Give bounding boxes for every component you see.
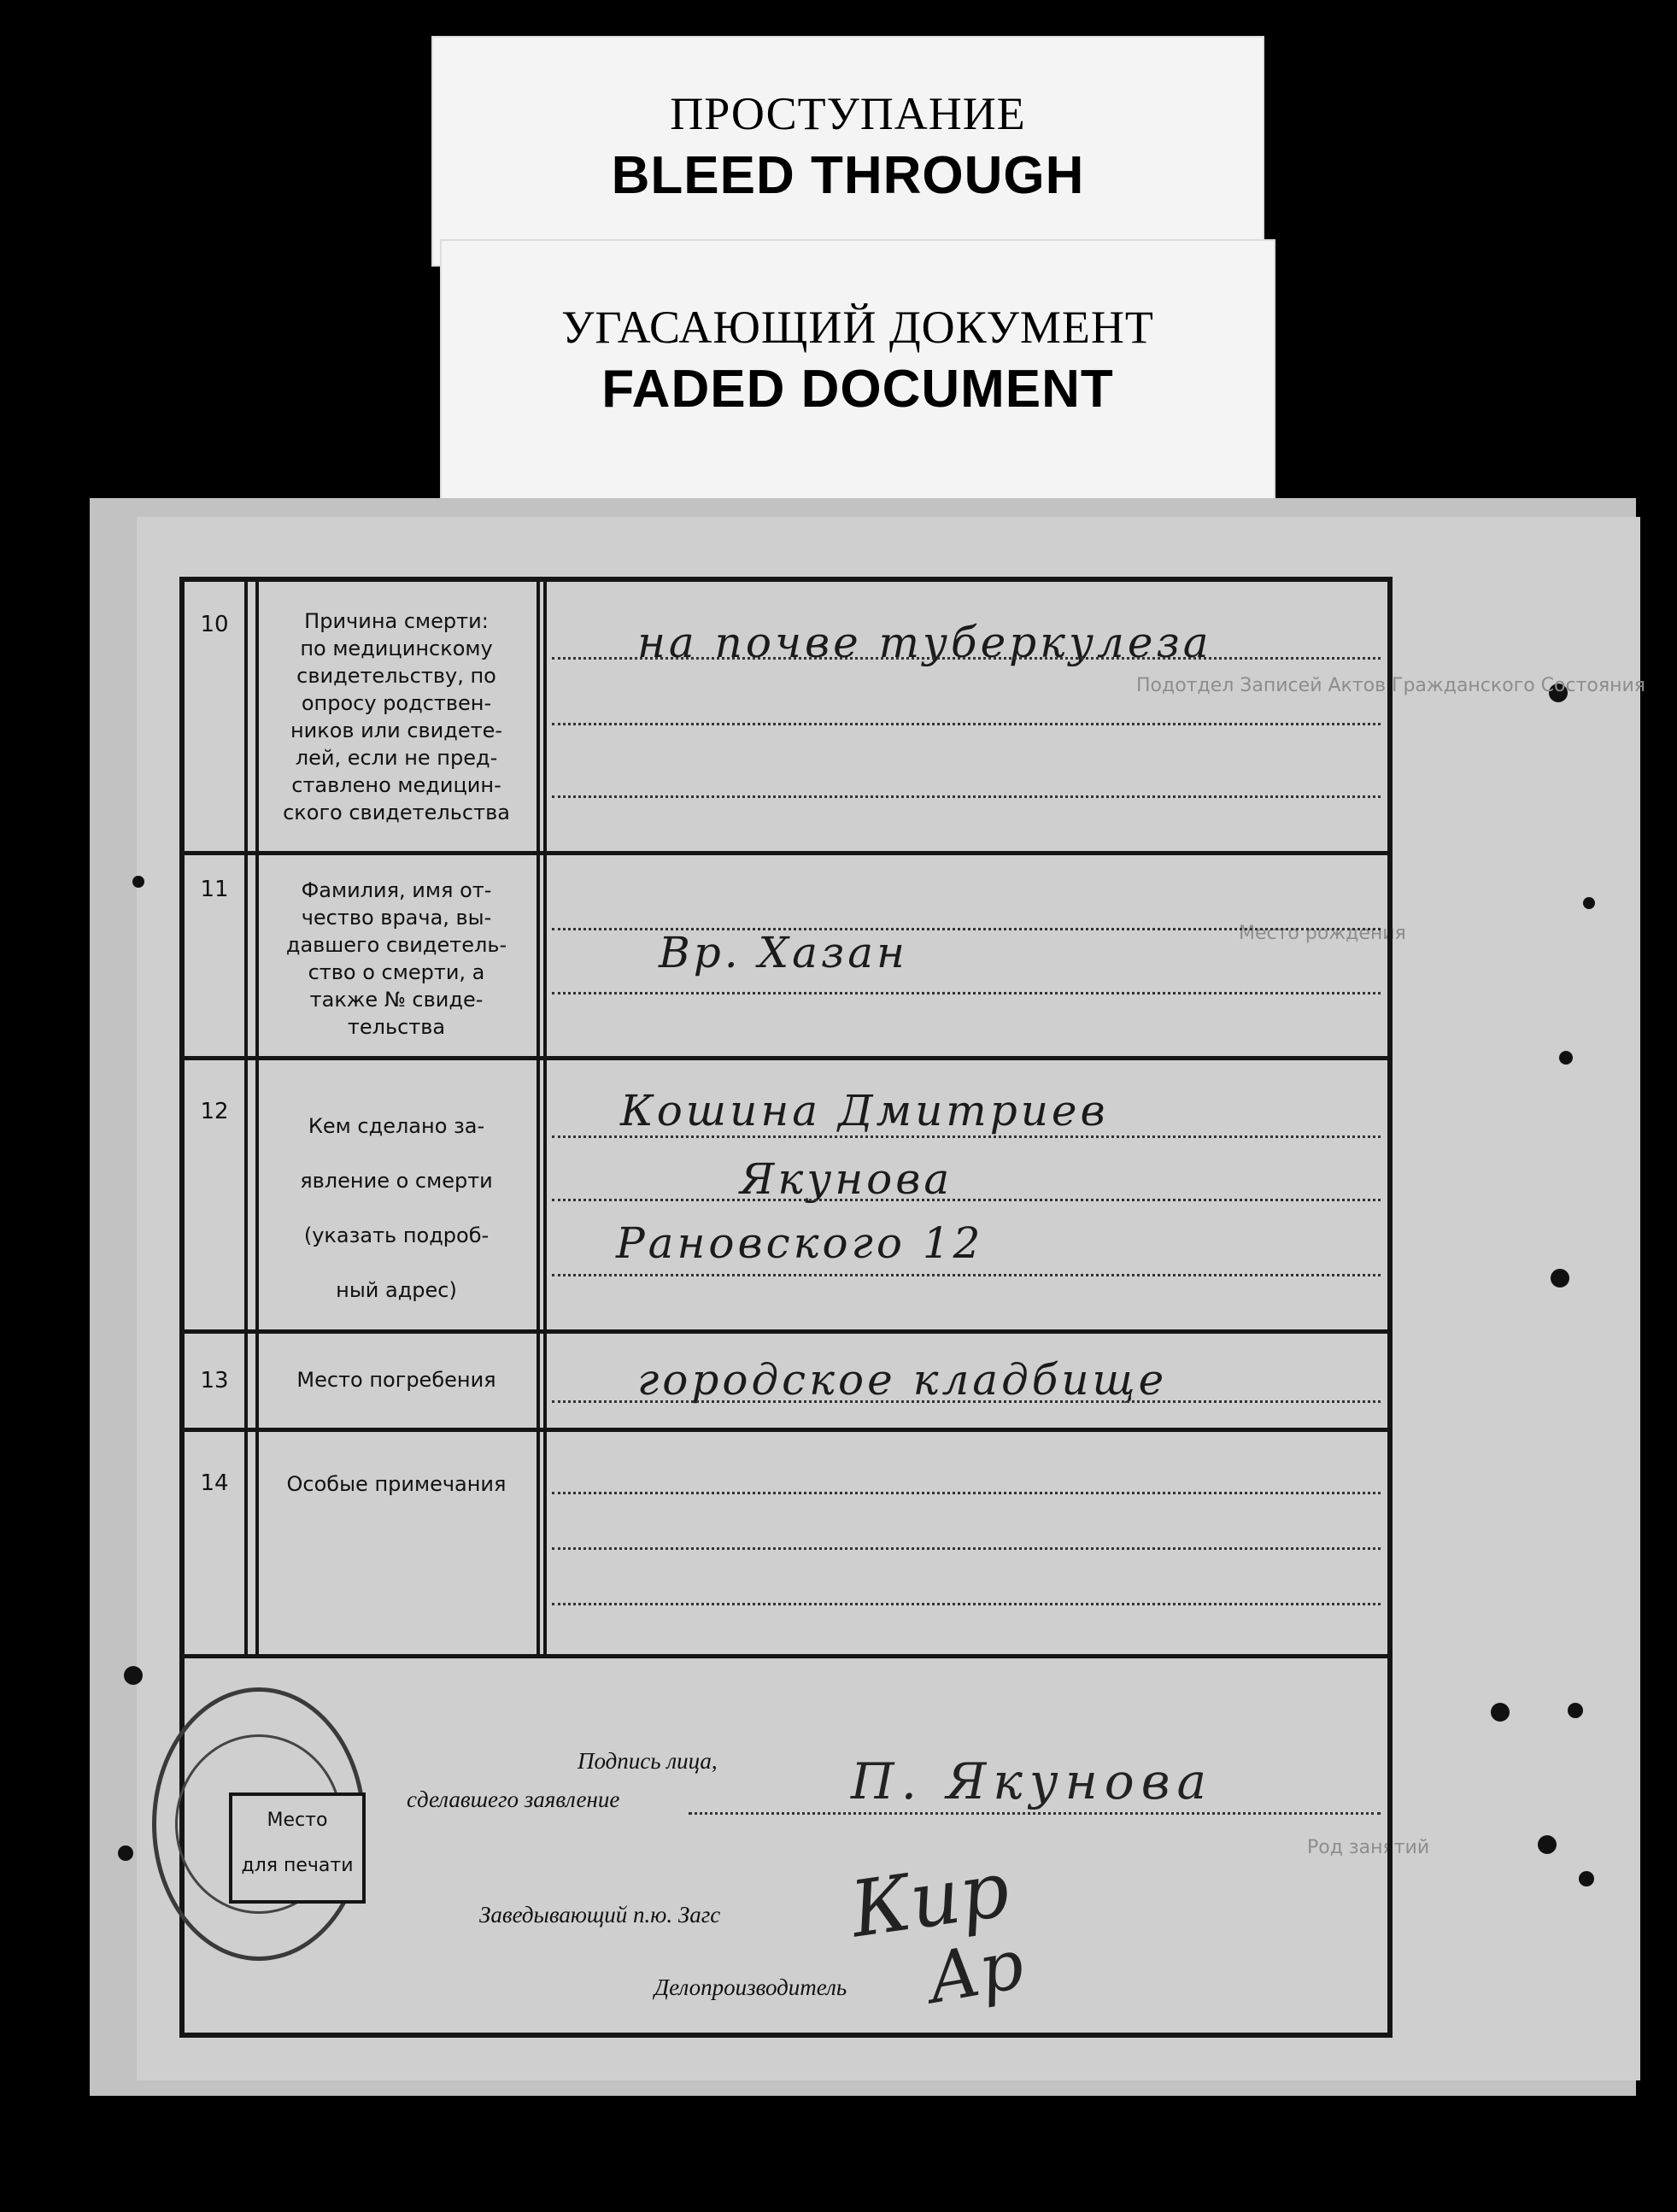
bleed-through-ru: ПРОСТУПАНИЕ xyxy=(670,88,1026,139)
column-divider xyxy=(255,582,259,1654)
bleed-through-ghost-text: Место рождения xyxy=(1239,923,1406,944)
row-number: 12 xyxy=(200,1099,229,1124)
signature-line xyxy=(689,1812,1381,1815)
row-number: 13 xyxy=(200,1368,229,1394)
row-divider xyxy=(185,1654,1387,1658)
row-label: Место погребения xyxy=(296,1368,496,1392)
entry-line xyxy=(552,1547,1381,1550)
seal-placeholder-label-1: Место xyxy=(267,1810,328,1831)
entry-line xyxy=(552,1274,1381,1276)
entry-line xyxy=(552,928,1381,930)
row-number: 11 xyxy=(200,877,229,902)
perforation-hole xyxy=(1559,1051,1573,1065)
registry-head-label: Заведывающий п.ю. Загс xyxy=(479,1902,721,1927)
entry-line xyxy=(552,723,1381,725)
bleed-through-ghost-text: Подотдел Записей Актов Гражданского Состояния xyxy=(1136,675,1646,696)
entry-line xyxy=(552,1135,1381,1138)
burial-place-entry: городское кладбище xyxy=(637,1355,1168,1405)
perforation-hole xyxy=(1583,897,1595,909)
perforation-hole xyxy=(1579,1871,1594,1886)
entry-line xyxy=(552,657,1381,660)
entry-line xyxy=(552,992,1381,995)
registry-head-signature: Кир xyxy=(845,1844,1015,1956)
entry-line xyxy=(552,795,1381,798)
clerk-signature: Ар xyxy=(921,1923,1030,2020)
bleed-through-en: BLEED THROUGH xyxy=(611,146,1085,205)
row-number: 10 xyxy=(200,612,229,637)
row-label: Особые примечания xyxy=(286,1472,507,1496)
faded-document-en: FADED DOCUMENT xyxy=(601,360,1114,419)
declarant-entry-line1: Кошина Дмитриев xyxy=(620,1086,1109,1135)
declarant-entry-line2: Якунова xyxy=(740,1154,953,1204)
entry-line xyxy=(552,1199,1381,1201)
seal-placeholder-label-2: для печати xyxy=(241,1855,354,1876)
applicant-signature-label-2: сделавшего заявление xyxy=(407,1787,620,1812)
perforation-hole xyxy=(124,1666,143,1685)
declarant-address-entry: Рановского 12 xyxy=(616,1218,984,1268)
bleed-through-ghost-text: Род занятий xyxy=(1307,1837,1430,1858)
column-divider xyxy=(543,582,547,1654)
perforation-hole xyxy=(132,876,144,888)
row-divider xyxy=(185,851,1387,855)
applicant-signature-label-1: Подпись лица, xyxy=(578,1748,718,1774)
entry-line xyxy=(552,1492,1381,1494)
doctor-name-entry: Вр. Хазан xyxy=(659,928,908,977)
row-divider xyxy=(185,1428,1387,1432)
row-label: Причина смерти: по медицинскому свидетельству, по опросу родствен- ников или свидете- лей, если не пред- ставлено медицин- ского свидетельства xyxy=(283,609,510,824)
row-label: Фамилия, имя от- чество врача, вы- давшего свидетель- ство о смерти, а также № свиде- тельства xyxy=(285,878,507,1039)
faded-document-ru: УГАСАЮЩИЙ ДОКУМЕНТ xyxy=(561,302,1154,353)
faded-document-notice-card xyxy=(440,239,1275,513)
row-number: 14 xyxy=(200,1470,229,1496)
perforation-hole xyxy=(1491,1703,1510,1722)
entry-line xyxy=(552,1603,1381,1605)
perforation-hole xyxy=(118,1845,133,1861)
clerk-label: Делопроизводитель xyxy=(654,1974,847,2000)
entry-line xyxy=(552,1400,1381,1403)
cause-of-death-entry: на почве туберкулеза xyxy=(637,618,1212,667)
perforation-hole xyxy=(1538,1835,1557,1854)
bleed-through-notice-card xyxy=(431,36,1264,267)
column-divider xyxy=(244,582,248,1654)
row-divider xyxy=(185,1056,1387,1060)
column-divider xyxy=(537,582,540,1654)
row-label: Кем сделано за- явление о смерти (указать подроб- ный адрес) xyxy=(300,1114,493,1302)
applicant-signature: П. Якунова xyxy=(851,1752,1214,1810)
perforation-hole xyxy=(1551,1269,1569,1288)
seal-placeholder-box xyxy=(229,1792,366,1904)
row-divider xyxy=(185,1329,1387,1334)
perforation-hole xyxy=(1568,1703,1583,1718)
